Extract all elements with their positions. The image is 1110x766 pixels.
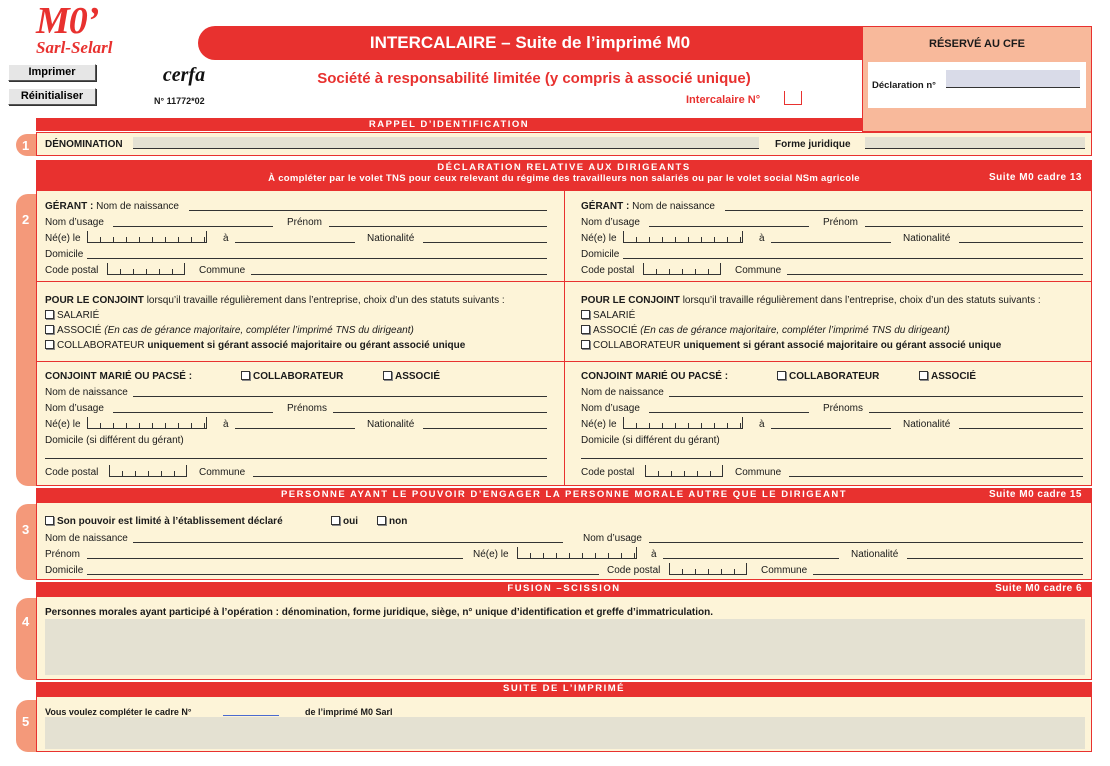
domicile-2-label: Domicile	[581, 249, 620, 260]
conjoint-2-code-postal-field[interactable]	[645, 465, 723, 477]
s3-prenom-field[interactable]	[87, 547, 463, 559]
gerant-2-nom-usage-field[interactable]	[649, 215, 809, 227]
suite-text-area[interactable]	[45, 717, 1085, 749]
collaborateur-2-checkbox[interactable]	[581, 340, 590, 349]
conjoint-2-birthplace-field[interactable]	[771, 417, 891, 429]
column-divider	[564, 191, 565, 485]
logo-sarl-selarl: Sarl-Selarl	[36, 38, 113, 57]
commune-label: Commune	[199, 265, 246, 276]
section-3-suite: Suite M0 cadre 15	[989, 489, 1082, 500]
gerant-2-prenom-field[interactable]	[865, 215, 1083, 227]
gerant-nom-naissance-field[interactable]	[189, 199, 547, 211]
section-1-number: 1	[22, 138, 30, 153]
prenom-label: Prénom	[287, 217, 323, 228]
section-2-subtitle: À compléter par le volet TNS pour ceux relevant du régime des travailleurs non salariés ou par le volet social NSm agricole	[268, 173, 860, 184]
declaration-number-field[interactable]	[946, 70, 1080, 88]
conjoint-2-domicile-label: Domicile (si différent du gérant)	[581, 435, 720, 446]
s3-prenom-label: Prénom	[45, 549, 81, 560]
conjoint-nationalite-field[interactable]	[423, 417, 547, 429]
s3-nationalite-field[interactable]	[907, 547, 1083, 559]
gerant-2-birthplace-field[interactable]	[771, 231, 891, 243]
salarie-checkbox[interactable]	[45, 310, 54, 319]
section-1-header	[36, 118, 862, 131]
section-2-number: 2	[22, 212, 30, 227]
gerant-2-nom-naissance-field[interactable]	[725, 199, 1083, 211]
non-checkbox[interactable]	[377, 516, 386, 525]
marie-collaborateur-2-checkbox[interactable]	[777, 371, 786, 380]
conjoint-birthdate-field[interactable]	[87, 417, 207, 429]
section-2-header	[36, 160, 1092, 190]
print-button[interactable]: Imprimer	[8, 64, 96, 81]
marie-associe-2-option[interactable]: ASSOCIÉ	[919, 371, 976, 382]
declaration-label: Déclaration n°	[872, 80, 936, 91]
marie-associe-2-checkbox[interactable]	[919, 371, 928, 380]
conjoint-2-code-postal-label: Code postal	[581, 467, 635, 478]
s3-nom-usage-label: Nom d’usage	[583, 533, 642, 544]
a-label: à	[223, 233, 229, 244]
section-4-title: FUSION –SCISSION	[507, 583, 621, 594]
page-title: INTERCALAIRE – Suite de l’imprimé M0	[198, 26, 862, 60]
s3-birthplace-field[interactable]	[663, 547, 839, 559]
oui-checkbox[interactable]	[331, 516, 340, 525]
s3-commune-field[interactable]	[813, 563, 1083, 575]
collaborateur-option[interactable]: COLLABORATEUR uniquement si gérant associé majoritaire ou gérant associé unique	[45, 340, 465, 351]
section-2-suite: Suite M0 cadre 13	[989, 172, 1082, 183]
gerant-2-nationalite-field[interactable]	[959, 231, 1083, 243]
marie-collaborateur-2-option[interactable]: COLLABORATEUR	[777, 371, 879, 382]
section-5-body	[36, 696, 1092, 752]
nom-usage-2-label: Nom d’usage	[581, 217, 640, 228]
conjoint-2-prenoms-field[interactable]	[869, 401, 1083, 413]
gerant-commune-field[interactable]	[251, 263, 547, 275]
pour-conjoint-2-label: POUR LE CONJOINT lorsqu’il travaille régulièrement dans l’entreprise, choix d’un des statuts suivants :	[581, 295, 1041, 306]
section-4-number: 4	[22, 614, 30, 629]
page-subtitle: Société à responsabilité limitée (y compris à associé unique)	[317, 70, 751, 87]
intercalaire-label: Intercalaire N°	[686, 94, 761, 106]
conjoint-ne-le-label: Né(e) le	[45, 419, 81, 430]
denomination-field[interactable]	[133, 137, 759, 149]
suite-imprime-label: de l’imprimé M0 Sarl	[305, 707, 393, 717]
gerant-domicile-field[interactable]	[87, 247, 547, 259]
s3-code-postal-label: Code postal	[607, 565, 661, 576]
s3-code-postal-field[interactable]	[669, 563, 747, 575]
section-2-title: DÉCLARATION RELATIVE AUX DIRIGEANTS	[437, 162, 691, 173]
section-1-title: RAPPEL D’IDENTIFICATION	[368, 119, 530, 130]
section-3-header	[36, 488, 1092, 502]
associe-option[interactable]: ASSOCIÉ (En cas de gérance majoritaire, compléter l’imprimé TNS du dirigeant)	[45, 325, 414, 336]
section-4-suite: Suite M0 cadre 6	[995, 583, 1082, 594]
code-postal-2-label: Code postal	[581, 265, 635, 276]
conjoint-domicile-label: Domicile (si différent du gérant)	[45, 435, 184, 446]
conjoint-2-a-label: à	[759, 419, 765, 430]
conjoint-2-nom-usage-field[interactable]	[649, 401, 809, 413]
conjoint-marie-label: CONJOINT MARIÉ OU PACSÉ :	[45, 371, 193, 382]
denomination-label: DÉNOMINATION	[45, 139, 123, 150]
conjoint-prenoms-field[interactable]	[333, 401, 547, 413]
conjoint-2-domicile-field[interactable]	[581, 447, 1083, 459]
gerant-2-domicile-field[interactable]	[623, 247, 1083, 259]
cerfa-number: N° 11772*02	[154, 96, 205, 106]
domicile-label: Domicile	[45, 249, 84, 260]
section-1-body	[36, 132, 1092, 156]
fusion-instructions: Personnes morales ayant participé à l’opération : dénomination, forme juridique, siège, n° unique d’identification et greffe d’immatriculation.	[45, 607, 713, 618]
conjoint-a-label: à	[223, 419, 229, 430]
s3-nom-naissance-label: Nom de naissance	[45, 533, 128, 544]
conjoint-code-postal-label: Code postal	[45, 467, 99, 478]
gerant-code-postal-field[interactable]	[107, 263, 185, 275]
nationalite-2-label: Nationalité	[903, 233, 951, 244]
s3-a-label: à	[651, 549, 657, 560]
conjoint-2-nom-naissance-field[interactable]	[669, 385, 1083, 397]
forme-juridique-field[interactable]	[865, 137, 1085, 149]
pouvoir-limite-checkbox[interactable]	[45, 516, 54, 525]
reset-button[interactable]: Réinitialiser	[8, 88, 96, 105]
row-divider-2	[37, 361, 1091, 362]
section-5-title: SUITE DE L’IMPRIMÉ	[502, 683, 625, 694]
conjoint-commune-field[interactable]	[253, 465, 547, 477]
suite-cadre-number-field[interactable]	[223, 705, 279, 716]
section-3-title: PERSONNE AYANT LE POUVOIR D’ENGAGER LA PERSONNE MORALE AUTRE QUE LE DIRIGEANT	[280, 489, 848, 500]
non-option[interactable]: non	[377, 516, 407, 527]
fusion-text-area[interactable]	[45, 619, 1085, 675]
associe-2-checkbox[interactable]	[581, 325, 590, 334]
pouvoir-limite-option[interactable]: Son pouvoir est limité à l’établissement déclaré	[45, 516, 283, 527]
gerant-nationalite-field[interactable]	[423, 231, 547, 243]
forme-juridique-label: Forme juridique	[775, 139, 851, 150]
conjoint-marie-2-label: CONJOINT MARIÉ OU PACSÉ :	[581, 371, 729, 382]
ne-le-2-label: Né(e) le	[581, 233, 617, 244]
conjoint-nationalite-label: Nationalité	[367, 419, 415, 430]
gerant-birthplace-field[interactable]	[235, 231, 355, 243]
conjoint-commune-label: Commune	[199, 467, 246, 478]
collaborateur-checkbox[interactable]	[45, 340, 54, 349]
conjoint-2-nom-usage-label: Nom d’usage	[581, 403, 640, 414]
commune-2-label: Commune	[735, 265, 782, 276]
conjoint-nom-naissance-label: Nom de naissance	[45, 387, 128, 398]
marie-collaborateur-checkbox[interactable]	[241, 371, 250, 380]
cerfa-logo: cerfa	[162, 62, 206, 90]
ne-le-label: Né(e) le	[45, 233, 81, 244]
code-postal-label: Code postal	[45, 265, 99, 276]
s3-nationalite-label: Nationalité	[851, 549, 899, 560]
oui-option[interactable]: oui	[331, 516, 358, 527]
salarie-2-checkbox[interactable]	[581, 310, 590, 319]
collaborateur-2-option[interactable]: COLLABORATEUR uniquement si gérant associé majoritaire ou gérant associé unique	[581, 340, 1001, 351]
gerant-2-commune-field[interactable]	[787, 263, 1083, 275]
section-3-body	[36, 502, 1092, 580]
associe-checkbox[interactable]	[45, 325, 54, 334]
suite-cadre-label: Vous voulez compléter le cadre N°	[45, 707, 192, 717]
gerant-birthdate-field[interactable]	[87, 231, 207, 243]
logo-m0: M0’	[36, 0, 99, 42]
gerant-2-label: GÉRANT : Nom de naissance	[581, 201, 715, 212]
conjoint-2-prenoms-label: Prénoms	[823, 403, 864, 414]
salarie-2-option[interactable]: SALARIÉ	[581, 310, 635, 321]
s3-domicile-label: Domicile	[45, 565, 84, 576]
conjoint-nom-naissance-field[interactable]	[133, 385, 547, 397]
marie-associe-option[interactable]: ASSOCIÉ	[383, 371, 440, 382]
nationalite-label: Nationalité	[367, 233, 415, 244]
gerant-prenom-field[interactable]	[329, 215, 547, 227]
a-2-label: à	[759, 233, 765, 244]
conjoint-2-commune-label: Commune	[735, 467, 782, 478]
section-4-body	[36, 596, 1092, 680]
gerant-2-code-postal-field[interactable]	[643, 263, 721, 275]
salarie-option[interactable]: SALARIÉ	[45, 310, 99, 321]
s3-domicile-field[interactable]	[87, 563, 599, 575]
s3-birthdate-field[interactable]	[517, 547, 637, 559]
conjoint-2-birthdate-field[interactable]	[623, 417, 743, 429]
conjoint-domicile-field[interactable]	[45, 447, 547, 459]
row-divider-1	[37, 281, 1091, 282]
pour-conjoint-label: POUR LE CONJOINT lorsqu’il travaille régulièrement dans l’entreprise, choix d’un des statuts suivants :	[45, 295, 505, 306]
gerant-nom-usage-field[interactable]	[113, 215, 273, 227]
conjoint-2-ne-le-label: Né(e) le	[581, 419, 617, 430]
conjoint-2-nom-naissance-label: Nom de naissance	[581, 387, 664, 398]
conjoint-2-commune-field[interactable]	[789, 465, 1083, 477]
conjoint-2-nationalite-label: Nationalité	[903, 419, 951, 430]
conjoint-nom-usage-field[interactable]	[113, 401, 273, 413]
s3-nom-naissance-field[interactable]	[133, 531, 563, 543]
s3-ne-le-label: Né(e) le	[473, 549, 509, 560]
prenom-2-label: Prénom	[823, 217, 859, 228]
section-5-header	[36, 682, 1092, 696]
marie-associe-checkbox[interactable]	[383, 371, 392, 380]
section-2-body	[36, 190, 1092, 486]
section-3-number: 3	[22, 522, 30, 537]
intercalaire-number-field[interactable]	[784, 91, 802, 105]
conjoint-code-postal-field[interactable]	[109, 465, 187, 477]
gerant-2-birthdate-field[interactable]	[623, 231, 743, 243]
gerant-label: GÉRANT : Nom de naissance	[45, 201, 179, 212]
conjoint-birthplace-field[interactable]	[235, 417, 355, 429]
conjoint-2-nationalite-field[interactable]	[959, 417, 1083, 429]
s3-nom-usage-field[interactable]	[649, 531, 1083, 543]
section-4-header	[36, 582, 1092, 596]
associe-2-option[interactable]: ASSOCIÉ (En cas de gérance majoritaire, compléter l’imprimé TNS du dirigeant)	[581, 325, 950, 336]
conjoint-nom-usage-label: Nom d’usage	[45, 403, 104, 414]
s3-commune-label: Commune	[761, 565, 808, 576]
section-5-number: 5	[22, 714, 30, 729]
nom-usage-label: Nom d’usage	[45, 217, 104, 228]
cfe-title: RÉSERVÉ AU CFE	[929, 38, 1025, 50]
conjoint-prenoms-label: Prénoms	[287, 403, 328, 414]
marie-collaborateur-option[interactable]: COLLABORATEUR	[241, 371, 343, 382]
